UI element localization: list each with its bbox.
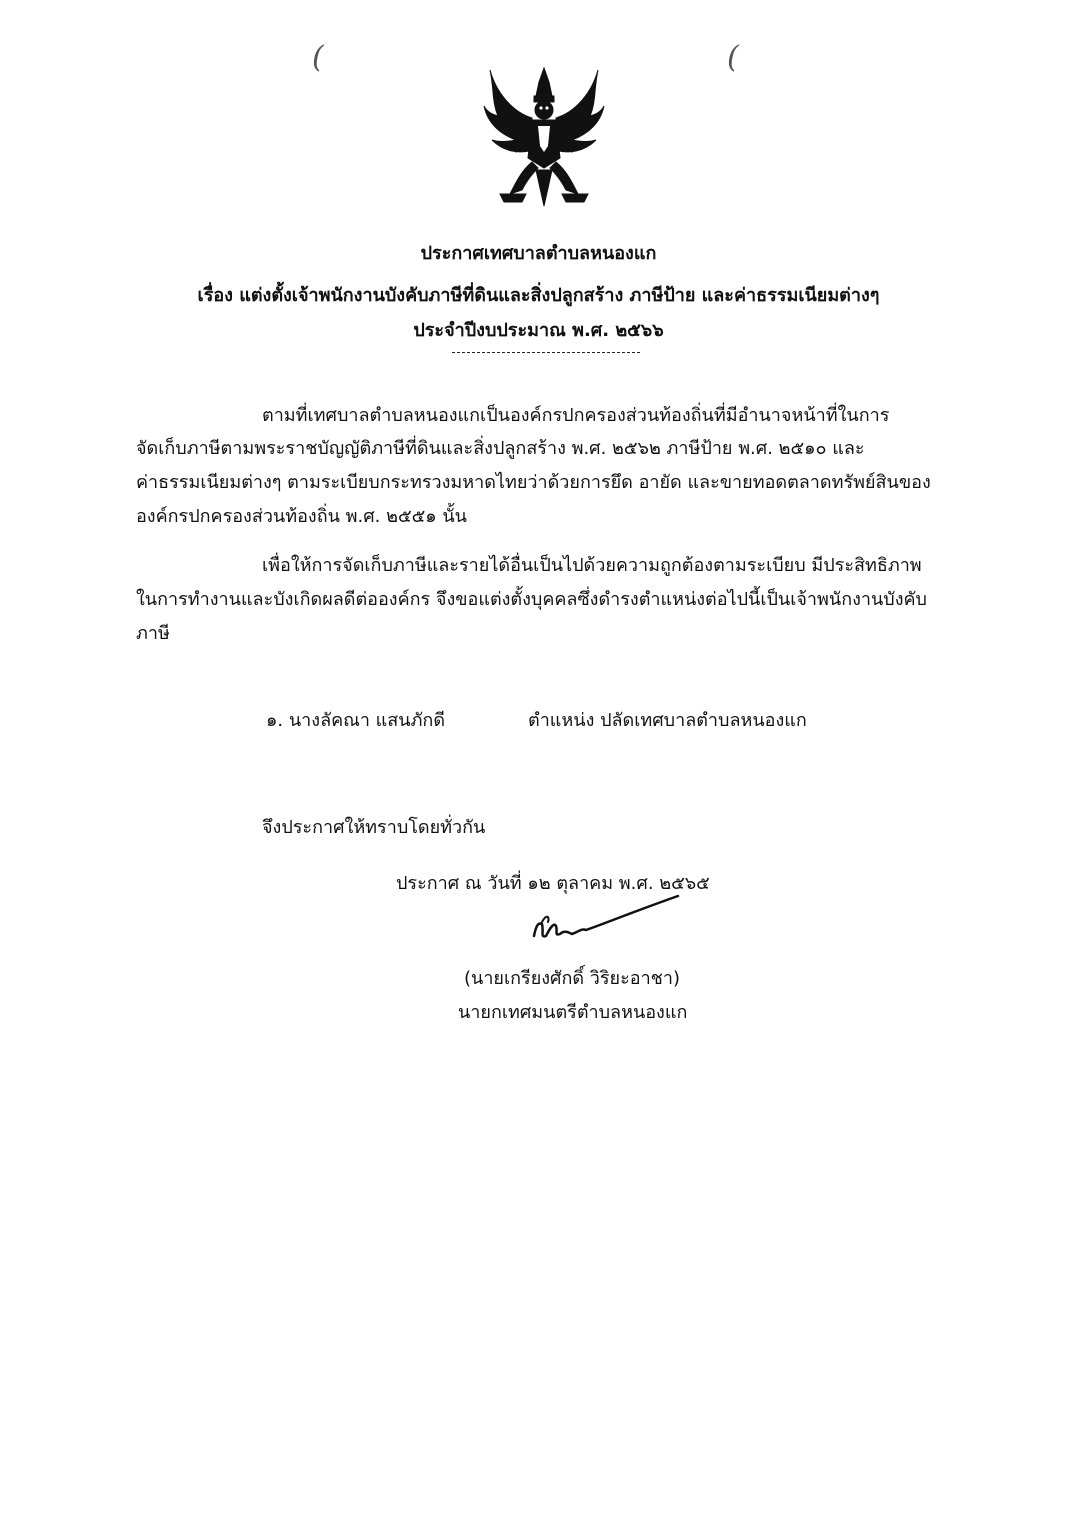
signatory-title: นายกเทศมนตรีตำบลหนองแก: [458, 1002, 688, 1023]
announcement-subject: เรื่อง แต่งตั้งเจ้าพนักงานบังคับภาษีที่ดินและสิ่งปลูกสร้าง ภาษีป้าย และค่าธรรมเนียมต่างๆ: [197, 285, 880, 306]
appointee-position: ตำแหน่ง ปลัดเทศบาลตำบลหนองแก: [528, 710, 807, 731]
paragraph-2-line-3: ภาษี: [136, 623, 170, 644]
signatory-name: (นายเกรียงศักดิ์ วิริยะอาชา): [464, 968, 681, 989]
paragraph-1-line-2: จัดเก็บภาษีตามพระราชบัญญัติภาษีที่ดินและสิ่งปลูกสร้าง พ.ศ. ๒๕๖๒ ภาษีป้าย พ.ศ. ๒๕๑๐ และ: [136, 438, 865, 459]
handwritten-signature: [528, 892, 748, 952]
garuda-emblem-icon: [482, 62, 606, 212]
paragraph-1-line-3: ค่าธรรมเนียมต่างๆ ตามระเบียบกระทรวงมหาดไทยว่าด้วยการยึด อายัด และขายทอดตลาดทรัพย์สินของ: [136, 472, 931, 493]
announcement-title: ประกาศเทศบาลตำบลหนองแก: [420, 243, 657, 264]
announcement-fiscal-year: ประจำปีงบประมาณ พ.ศ. ๒๕๖๖: [413, 320, 664, 341]
paragraph-2-line-1: เพื่อให้การจัดเก็บภาษีและรายได้อื่นเป็นไปด้วยความถูกต้องตามระเบียบ มีประสิทธิภาพ: [262, 555, 922, 576]
closing-statement: จึงประกาศให้ทราบโดยทั่วกัน: [262, 817, 486, 838]
title-divider: [452, 352, 640, 353]
paragraph-1-line-1: ตามที่เทศบาลตำบลหนองแกเป็นองค์กรปกครองส่วนท้องถิ่นที่มีอำนาจหน้าที่ในการ: [262, 405, 890, 426]
punch-hole-mark-right: (: [727, 40, 739, 75]
punch-hole-mark-left: (: [312, 40, 324, 75]
paragraph-1-line-4: องค์กรปกครองส่วนท้องถิ่น พ.ศ. ๒๕๕๑ นั้น: [136, 506, 467, 527]
announcement-date: ประกาศ ณ วันที่ ๑๒ ตุลาคม พ.ศ. ๒๕๖๕: [396, 873, 710, 894]
paragraph-2-line-2: ในการทำงานและบังเกิดผลดีต่อองค์กร จึงขอแต่งตั้งบุคคลซึ่งดำรงตำแหน่งต่อไปนี้เป็นเจ้าพนักงานบังคับ: [136, 589, 927, 610]
appointee-name: ๑. นางลัคณา แสนภักดี: [266, 710, 446, 731]
